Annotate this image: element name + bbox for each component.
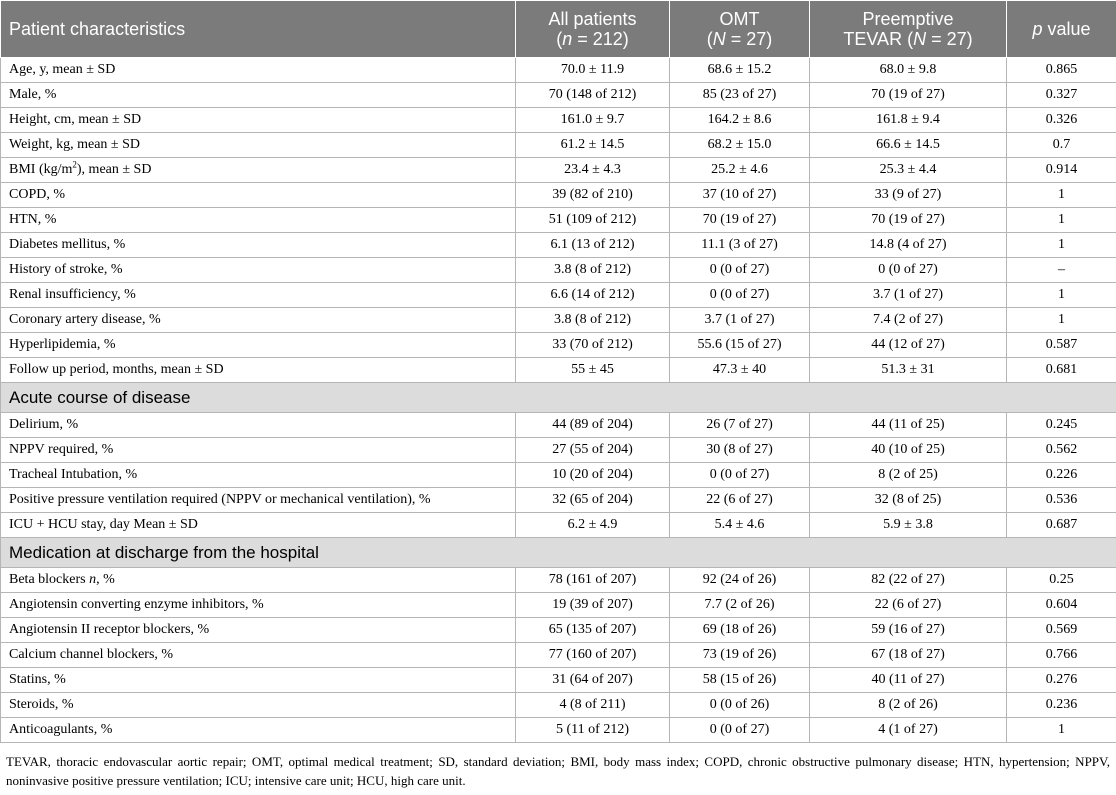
all-patients-value: 51 (109 of 212): [516, 208, 670, 233]
tevar-value: 67 (18 of 27): [810, 643, 1007, 668]
omt-value: 92 (24 of 26): [670, 568, 810, 593]
header-omt-title: OMT: [719, 9, 760, 29]
tevar-value: 3.7 (1 of 27): [810, 283, 1007, 308]
header-omt-n: (N = 27): [706, 29, 773, 49]
table-row: [1, 308, 1116, 333]
row-label: Male, %: [1, 83, 516, 108]
omt-value: 85 (23 of 27): [670, 83, 810, 108]
tevar-value: 7.4 (2 of 27): [810, 308, 1007, 333]
p-value: 0.25: [1007, 568, 1116, 593]
all-patients-value: 27 (55 of 204): [516, 438, 670, 463]
omt-value: 0 (0 of 27): [670, 283, 810, 308]
p-value: 0.604: [1007, 593, 1116, 618]
omt-value: 26 (7 of 27): [670, 413, 810, 438]
tevar-value: 70 (19 of 27): [810, 83, 1007, 108]
omt-value: 47.3 ± 40: [670, 358, 810, 383]
all-patients-value: 32 (65 of 204): [516, 488, 670, 513]
row-label: Hyperlipidemia, %: [1, 333, 516, 358]
table-row: [1, 333, 1116, 358]
tevar-value: 68.0 ± 9.8: [810, 58, 1007, 83]
tevar-value: 51.3 ± 31: [810, 358, 1007, 383]
table-row: [1, 58, 1116, 83]
omt-value: 11.1 (3 of 27): [670, 233, 810, 258]
row-label: Weight, kg, mean ± SD: [1, 133, 516, 158]
p-value: 0.236: [1007, 693, 1116, 718]
table-row: [1, 283, 1116, 308]
p-value: –: [1007, 258, 1116, 283]
omt-value: 73 (19 of 26): [670, 643, 810, 668]
p-value: 0.536: [1007, 488, 1116, 513]
p-value: 0.327: [1007, 83, 1116, 108]
row-label: Angiotensin II receptor blockers, %: [1, 618, 516, 643]
p-value: 1: [1007, 283, 1116, 308]
all-patients-value: 10 (20 of 204): [516, 463, 670, 488]
tevar-value: 5.9 ± 3.8: [810, 513, 1007, 538]
row-label: BMI $(kg/m^2)$, mean ± SD: [1, 158, 516, 183]
p-value: 0.681: [1007, 358, 1116, 383]
all-patients-value: 77 (160 of 207): [516, 643, 670, 668]
omt-value: 70 (19 of 27): [670, 208, 810, 233]
table-row: [1, 463, 1116, 488]
tevar-value: 44 (11 of 25): [810, 413, 1007, 438]
table-row: [1, 208, 1116, 233]
tevar-value: 161.8 ± 9.4: [810, 108, 1007, 133]
p-value: 1: [1007, 183, 1116, 208]
row-label: Coronary artery disease, %: [1, 308, 516, 333]
row-label: Follow up period, months, mean ± SD: [1, 358, 516, 383]
omt-value: 37 (10 of 27): [670, 183, 810, 208]
row-label: Calcium channel blockers, %: [1, 643, 516, 668]
all-patients-value: 5 (11 of 212): [516, 718, 670, 743]
row-label: Positive pressure ventilation required (NPPV or mechanical ventilation), %: [1, 488, 516, 513]
omt-value: 30 (8 of 27): [670, 438, 810, 463]
tevar-value: 22 (6 of 27): [810, 593, 1007, 618]
row-label: Height, cm, mean ± SD: [1, 108, 516, 133]
tevar-value: 32 (8 of 25): [810, 488, 1007, 513]
tevar-value: 25.3 ± 4.4: [810, 158, 1007, 183]
row-label: NPPV required, %: [1, 438, 516, 463]
table-row: [1, 693, 1116, 718]
header-tevar-title: Preemptive: [862, 9, 954, 29]
omt-value: 5.4 ± 4.6: [670, 513, 810, 538]
p-value: 0.7: [1007, 133, 1116, 158]
header-patient-characteristics: Patient characteristics: [1, 1, 516, 58]
row-label: Diabetes mellitus, %: [1, 233, 516, 258]
all-patients-value: 6.2 ± 4.9: [516, 513, 670, 538]
all-patients-value: 19 (39 of 207): [516, 593, 670, 618]
section-row-medication: [1, 538, 1116, 568]
p-value: 1: [1007, 208, 1116, 233]
tevar-value: 66.6 ± 14.5: [810, 133, 1007, 158]
all-patients-value: 61.2 ± 14.5: [516, 133, 670, 158]
p-value: 0.766: [1007, 643, 1116, 668]
all-patients-value: 31 (64 of 207): [516, 668, 670, 693]
all-patients-value: 4 (8 of 211): [516, 693, 670, 718]
omt-value: 68.6 ± 15.2: [670, 58, 810, 83]
p-value: 0.865: [1007, 58, 1116, 83]
omt-value: 3.7 (1 of 27): [670, 308, 810, 333]
table-row: [1, 233, 1116, 258]
table-row: [1, 183, 1116, 208]
row-label: Beta blockers n, %: [1, 568, 516, 593]
all-patients-value: 23.4 ± 4.3: [516, 158, 670, 183]
p-value: 0.587: [1007, 333, 1116, 358]
row-label: Steroids, %: [1, 693, 516, 718]
table-row: [1, 258, 1116, 283]
p-value: 0.569: [1007, 618, 1116, 643]
tevar-value: 0 (0 of 27): [810, 258, 1007, 283]
row-label: Tracheal Intubation, %: [1, 463, 516, 488]
tevar-value: 33 (9 of 27): [810, 183, 1007, 208]
p-value: 0.226: [1007, 463, 1116, 488]
all-patients-value: 78 (161 of 207): [516, 568, 670, 593]
table-row: [1, 358, 1116, 383]
header-all-patients-title: All patients: [548, 9, 637, 29]
table-footnote: TEVAR, thoracic endovascular aortic repair; OMT, optimal medical treatment; SD, standard deviation; BMI, body mass index; COPD, chronic obstructive pulmonary disease; HTN, hypertension; NPPV, noninvasive positive pressure ventilation; ICU; intensive care unit; HCU, high care unit.: [6, 754, 1110, 788]
tevar-value: 59 (16 of 27): [810, 618, 1007, 643]
tevar-value: 8 (2 of 26): [810, 693, 1007, 718]
tevar-value: 4 (1 of 27): [810, 718, 1007, 743]
table-row: [1, 618, 1116, 643]
all-patients-value: 70 (148 of 212): [516, 83, 670, 108]
omt-value: 22 (6 of 27): [670, 488, 810, 513]
row-label: Delirium, %: [1, 413, 516, 438]
p-value: 0.245: [1007, 413, 1116, 438]
omt-value: 58 (15 of 26): [670, 668, 810, 693]
p-value: 0.914: [1007, 158, 1116, 183]
row-label: HTN, %: [1, 208, 516, 233]
omt-value: 25.2 ± 4.6: [670, 158, 810, 183]
omt-value: 68.2 ± 15.0: [670, 133, 810, 158]
p-value: 1: [1007, 718, 1116, 743]
omt-value: 0 (0 of 27): [670, 258, 810, 283]
omt-value: 0 (0 of 27): [670, 718, 810, 743]
table-row: [1, 133, 1116, 158]
row-label: History of stroke, %: [1, 258, 516, 283]
all-patients-value: 55 ± 45: [516, 358, 670, 383]
p-value: 0.687: [1007, 513, 1116, 538]
header-p-value: p value: [1007, 1, 1116, 58]
tevar-value: 14.8 (4 of 27): [810, 233, 1007, 258]
p-value: 1: [1007, 233, 1116, 258]
row-label: COPD, %: [1, 183, 516, 208]
row-label: ICU + HCU stay, day Mean ± SD: [1, 513, 516, 538]
table-header-row: [1, 1, 1116, 58]
table-row: [1, 438, 1116, 463]
all-patients-value: 70.0 ± 11.9: [516, 58, 670, 83]
omt-value: 7.7 (2 of 26): [670, 593, 810, 618]
all-patients-value: 6.1 (13 of 212): [516, 233, 670, 258]
all-patients-value: 161.0 ± 9.7: [516, 108, 670, 133]
section-acute-label: Acute course of disease: [1, 383, 1116, 413]
omt-value: 0 (0 of 27): [670, 463, 810, 488]
row-label: Statins, %: [1, 668, 516, 693]
table-row: [1, 668, 1116, 693]
omt-value: 69 (18 of 26): [670, 618, 810, 643]
table-row: [1, 513, 1116, 538]
all-patients-value: 6.6 (14 of 212): [516, 283, 670, 308]
section-medication-label: Medication at discharge from the hospital: [1, 538, 1116, 568]
table-row: [1, 413, 1116, 438]
table-row: [1, 593, 1116, 618]
omt-value: 164.2 ± 8.6: [670, 108, 810, 133]
table-row: [1, 488, 1116, 513]
all-patients-value: 44 (89 of 204): [516, 413, 670, 438]
all-patients-value: 65 (135 of 207): [516, 618, 670, 643]
p-value: 0.326: [1007, 108, 1116, 133]
section-row-acute: [1, 383, 1116, 413]
header-preemptive-tevar: [810, 1, 1007, 58]
table-row: [1, 108, 1116, 133]
tevar-value: 8 (2 of 25): [810, 463, 1007, 488]
omt-value: 0 (0 of 26): [670, 693, 810, 718]
table-row: [1, 643, 1116, 668]
row-label: Renal insufficiency, %: [1, 283, 516, 308]
row-label: Angiotensin converting enzyme inhibitors, %: [1, 593, 516, 618]
table-row: [1, 718, 1116, 743]
p-value: 1: [1007, 308, 1116, 333]
header-all-patients-n: (n = 212): [556, 29, 629, 49]
table-row: [1, 568, 1116, 593]
all-patients-value: 33 (70 of 212): [516, 333, 670, 358]
table-row: [1, 158, 1116, 183]
tevar-value: 40 (10 of 25): [810, 438, 1007, 463]
all-patients-value: 39 (82 of 210): [516, 183, 670, 208]
tevar-value: 70 (19 of 27): [810, 208, 1007, 233]
p-value: 0.276: [1007, 668, 1116, 693]
tevar-value: 40 (11 of 27): [810, 668, 1007, 693]
p-value: 0.562: [1007, 438, 1116, 463]
tevar-value: 44 (12 of 27): [810, 333, 1007, 358]
header-omt: [670, 1, 810, 58]
table-row: [1, 83, 1116, 108]
tevar-value: 82 (22 of 27): [810, 568, 1007, 593]
row-label: Age, y, mean ± SD: [1, 58, 516, 83]
omt-value: 55.6 (15 of 27): [670, 333, 810, 358]
all-patients-value: 3.8 (8 of 212): [516, 258, 670, 283]
header-tevar-n: TEVAR (N = 27): [843, 29, 973, 49]
header-all-patients: [516, 1, 670, 58]
row-label: Anticoagulants, %: [1, 718, 516, 743]
all-patients-value: 3.8 (8 of 212): [516, 308, 670, 333]
